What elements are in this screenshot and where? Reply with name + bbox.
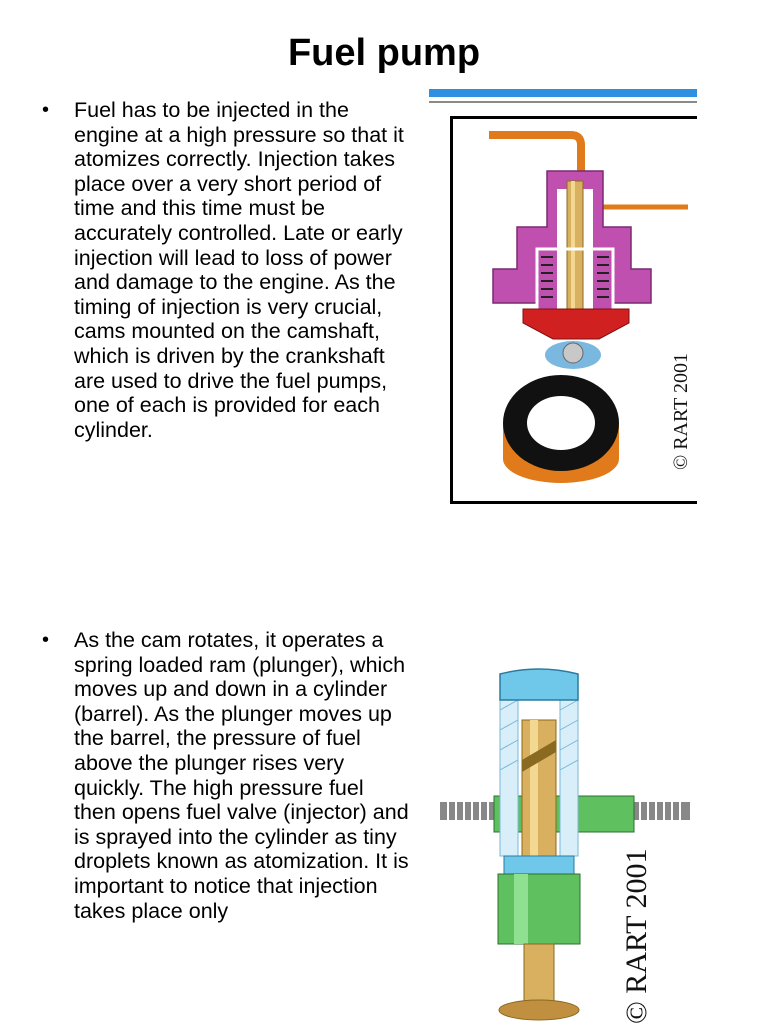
- bullet-marker: •: [42, 99, 50, 121]
- title-accent-rule: [429, 89, 697, 97]
- fuel-pump-illustration: [453, 119, 697, 501]
- title-divider-rule: [429, 101, 697, 103]
- bullet-marker: •: [42, 629, 50, 651]
- copyright-label: © RART 2001: [670, 353, 692, 470]
- paragraph-cam-operation: As the cam rotates, it operates a spring loaded ram (plunger), which moves up and down in a cylinder (barrel). As the plunger moves up the barrel, the pressure of fuel above the plunger rises very quickly. The high pressure fuel then opens fuel valve (injector) and is sprayed into the cylinder as tiny droplets known as atomization. It is important to notice that injection takes place only: [74, 628, 409, 923]
- fuel-pump-cam-diagram: [450, 116, 697, 504]
- plunger-barrel-illustration: [434, 660, 697, 1024]
- page-title: Fuel pump: [287, 32, 481, 74]
- paragraph-fuel-injection: Fuel has to be injected in the engine at a high pressure so that it atomizes correctly. Injection takes place over a very short period of time and this time must be accurately controlled. Late or early injection will lead to loss of power and damage to the engine. As the timing of injection is very crucial, cams mounted on the camshaft, which is driven by the crankshaft are used to drive the fuel pumps, one of each is provided for each cylinder.: [74, 98, 404, 442]
- plunger-barrel-diagram: [434, 660, 697, 1024]
- copyright-label: © RART 2001: [620, 848, 653, 1024]
